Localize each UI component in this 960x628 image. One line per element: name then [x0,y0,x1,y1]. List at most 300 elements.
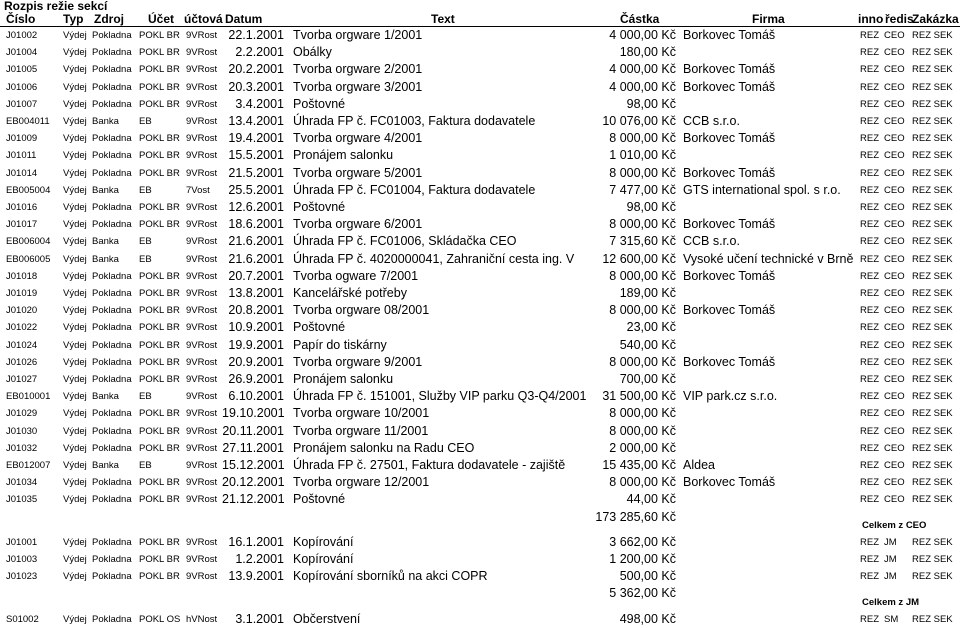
cell-datum: 25.5.2001 [228,182,284,197]
table-row [0,405,960,422]
cell-uctova: 9VRost [186,64,218,76]
cell-zdroj: Pokladna [92,571,132,583]
cell-uctova: 9VRost [186,554,218,565]
cell-redis: CEO [884,81,905,93]
cell-zakazka: REZ SEK [912,64,953,76]
cell-uctova: 9VRost [186,442,218,454]
cell-uctova: 9VRost [186,219,218,231]
cell-datum: 13.4.2001 [228,114,284,128]
cell-inno: REZ [860,554,879,565]
cell-typ: Výdej [63,184,87,196]
cell-zakazka: REZ SEK [912,442,953,454]
table-row [0,568,960,585]
cell-redis: CEO [884,477,905,489]
cell-ucet: POKL BR [139,64,180,76]
cell-cislo: J01022 [6,322,38,334]
total-amount: 5 362,00 Kč [609,586,676,601]
cell-cislo: J01023 [6,571,38,583]
table-row [0,457,960,474]
header-redis: ředis [885,12,914,26]
table-row [0,233,960,250]
cell-castka: 23,00 Kč [626,320,676,335]
cell-castka: 8 000,00 Kč [609,268,676,283]
cell-redis: CEO [884,494,905,506]
cell-cislo: EB004011 [6,116,50,127]
cell-zdroj: Pokladna [92,219,132,231]
cell-text: Kopírování sborníků na akci COPR [293,569,488,584]
cell-ucet: EB [139,236,152,248]
cell-inno: REZ [860,356,879,368]
cell-zdroj: Pokladna [92,81,132,93]
cell-zdroj: Pokladna [92,167,132,179]
cell-zakazka: REZ SEK [912,202,953,213]
cell-typ: Výdej [63,150,87,162]
cell-uctova: 9VRost [186,425,218,437]
cell-zdroj: Pokladna [92,202,132,213]
cell-inno: REZ [860,442,879,454]
cell-cislo: J01009 [6,133,38,145]
cell-text: Kopírování [293,534,354,549]
cell-zdroj: Pokladna [92,64,132,76]
cell-datum: 10.9.2001 [228,320,284,335]
table-row [0,182,960,199]
cell-firma: Borkovec Tomáš [683,165,776,180]
cell-castka: 4 000,00 Kč [609,79,676,94]
cell-firma: GTS international spol. s r.o. [683,182,841,197]
cell-text: Tvorba orgware 2/2001 [293,62,423,77]
cell-inno: REZ [860,202,879,213]
header-zdroj: Zdroj [94,12,124,26]
cell-cislo: J01003 [6,554,38,565]
cell-text: Úhrada FP č. 27501, Faktura dodavatele - zajiště [293,458,566,472]
table-row [0,199,960,216]
cell-redis: CEO [884,116,905,127]
cell-zakazka: REZ SEK [912,391,953,403]
cell-ucet: POKL BR [139,408,180,420]
cell-zakazka: REZ SEK [912,356,953,368]
cell-uctova: 9VRost [186,81,218,93]
cell-zakazka: REZ SEK [912,536,953,548]
cell-typ: Výdej [63,167,87,179]
cell-inno: REZ [860,167,879,179]
cell-zakazka: REZ SEK [912,167,953,179]
cell-zakazka: REZ SEK [912,339,953,351]
cell-zdroj: Pokladna [92,613,132,625]
cell-ucet: POKL BR [139,202,180,213]
cell-zakazka: REZ SEK [912,81,953,93]
cell-typ: Výdej [63,98,87,110]
cell-cislo: S01002 [6,613,39,625]
cell-castka: 98,00 Kč [626,96,676,111]
cell-castka: 8 000,00 Kč [609,217,676,232]
cell-zdroj: Pokladna [92,356,132,368]
header-typ: Typ [63,12,84,26]
cell-datum: 27.11.2001 [222,440,284,455]
cell-redis: CEO [884,460,905,471]
cell-text: Tvorba orgware 5/2001 [293,165,423,180]
cell-datum: 15.5.2001 [228,148,284,163]
cell-zakazka: REZ SEK [912,408,953,420]
cell-cislo: J01035 [6,494,38,506]
cell-uctova: 9VRost [186,253,218,265]
cell-typ: Výdej [63,356,87,368]
cell-zakazka: REZ SEK [912,219,953,231]
cell-castka: 4 000,00 Kč [609,28,676,42]
cell-uctova: 9VRost [186,408,218,420]
cell-text: Tvorba orgware 4/2001 [293,131,423,146]
cell-zakazka: REZ SEK [912,613,953,625]
cell-zakazka: REZ SEK [912,133,953,145]
cell-inno: REZ [860,391,879,403]
cell-typ: Výdej [63,554,87,565]
cell-uctova: 9VRost [186,236,218,248]
cell-uctova: 9VRost [186,536,218,548]
cell-redis: CEO [884,270,905,282]
cell-text: Úhrada FP č. 151001, Služby VIP parku Q3-Q4/2001 [293,389,587,404]
cell-firma: Borkovec Tomáš [683,475,776,490]
cell-datum: 21.5.2001 [228,165,284,180]
cell-redis: CEO [884,98,905,110]
cell-uctova: hVNost [186,613,218,625]
cell-cislo: J01029 [6,408,38,420]
header-cislo: Číslo [6,12,36,26]
cell-castka: 12 600,00 Kč [602,251,676,266]
cell-redis: JM [884,571,897,583]
cell-ucet: POKL BR [139,356,180,368]
cell-inno: REZ [860,536,879,548]
table-row [0,371,960,388]
cell-zdroj: Pokladna [92,536,132,548]
cell-zdroj: Pokladna [92,98,132,110]
column-header-row [0,13,960,27]
cell-datum: 20.9.2001 [228,354,284,369]
cell-cislo: J01020 [6,305,38,317]
cell-uctova: 9VRost [186,322,218,334]
cell-text: Tvorba orgware 10/2001 [293,406,430,421]
header-text: Text [431,12,455,26]
table-row [0,130,960,147]
cell-typ: Výdej [63,288,87,299]
cell-cislo: J01007 [6,98,38,110]
cell-castka: 15 435,00 Kč [602,458,676,472]
cell-zdroj: Banka [92,253,119,265]
cell-typ: Výdej [63,460,87,471]
table-row [0,337,960,354]
total-label-row [0,517,960,534]
cell-redis: CEO [884,30,905,41]
cell-zdroj: Banka [92,236,119,248]
cell-redis: CEO [884,356,905,368]
cell-text: Úhrada FP č. FC01003, Faktura dodavatele [293,114,536,128]
cell-uctova: 9VRost [186,356,218,368]
cell-castka: 1 200,00 Kč [609,552,676,566]
cell-ucet: POKL BR [139,30,180,41]
cell-datum: 21.6.2001 [228,234,284,249]
cell-castka: 540,00 Kč [619,337,676,352]
table-row [0,285,960,302]
cell-cislo: J01027 [6,374,38,385]
cell-uctova: 9VRost [186,150,218,162]
cell-redis: CEO [884,47,905,59]
table-row [0,268,960,285]
cell-zakazka: REZ SEK [912,374,953,385]
cell-ucet: POKL BR [139,98,180,110]
cell-inno: REZ [860,64,879,76]
cell-uctova: 9VRost [186,288,218,299]
cell-redis: CEO [884,408,905,420]
cell-castka: 44,00 Kč [626,492,676,507]
cell-uctova: 9VRost [186,116,218,127]
cell-firma: Aldea [683,458,715,472]
cell-inno: REZ [860,98,879,110]
cell-cislo: EB006005 [6,253,51,265]
cell-ucet: POKL BR [139,150,180,162]
header-zakazka: Zakázka [912,12,959,26]
cell-datum: 3.4.2001 [235,96,284,111]
cell-uctova: 9VRost [186,460,218,471]
cell-redis: CEO [884,305,905,317]
cell-cislo: J01011 [6,150,37,162]
cell-redis: CEO [884,133,905,145]
cell-datum: 15.12.2001 [222,458,285,472]
cell-uctova: 9VRost [186,477,218,489]
cell-uctova: 9VRost [186,133,218,145]
cell-zakazka: REZ SEK [912,288,953,299]
cell-castka: 31 500,00 Kč [602,389,676,404]
cell-ucet: POKL BR [139,305,180,317]
cell-redis: CEO [884,425,905,437]
header-inno: inno [858,12,884,26]
cell-castka: 3 662,00 Kč [609,534,676,549]
cell-datum: 21.12.2001 [222,492,285,507]
cell-zdroj: Pokladna [92,554,132,565]
cell-firma: VIP park.cz s.r.o. [683,389,778,404]
cell-firma: Borkovec Tomáš [683,131,776,146]
cell-zakazka: REZ SEK [912,116,953,127]
cell-cislo: J01001 [6,536,38,548]
table-row [0,216,960,233]
cell-ucet: POKL BR [139,442,180,454]
cell-typ: Výdej [63,81,87,93]
cell-zakazka: REZ SEK [912,253,953,265]
cell-cislo: EB012007 [6,460,51,471]
cell-datum: 3.1.2001 [235,611,284,626]
cell-redis: CEO [884,339,905,351]
cell-firma: Borkovec Tomáš [683,79,776,94]
cell-inno: REZ [860,425,879,437]
cell-datum: 20.12.2001 [222,475,285,490]
cell-ucet: POKL BR [139,133,180,145]
cell-inno: REZ [860,613,879,625]
cell-zdroj: Pokladna [92,339,132,351]
cell-inno: REZ [860,288,879,299]
cell-cislo: J01030 [6,425,38,437]
cell-redis: CEO [884,322,905,334]
cell-datum: 20.3.2001 [228,79,284,94]
cell-zakazka: REZ SEK [912,571,953,583]
cell-castka: 7 315,60 Kč [609,234,676,249]
cell-uctova: 9VRost [186,98,218,110]
cell-datum: 20.8.2001 [228,303,284,318]
cell-inno: REZ [860,571,879,583]
cell-uctova: 9VRost [186,374,218,385]
cell-redis: CEO [884,442,905,454]
cell-cislo: J01005 [6,64,38,76]
cell-redis: CEO [884,202,905,213]
cell-redis: SM [884,613,899,625]
cell-ucet: POKL BR [139,167,180,179]
cell-typ: Výdej [63,253,87,265]
cell-typ: Výdej [63,536,87,548]
cell-redis: CEO [884,288,905,299]
cell-inno: REZ [860,30,879,41]
table-row [0,79,960,96]
cell-cislo: J01014 [6,167,38,179]
table-row [0,319,960,336]
cell-inno: REZ [860,219,879,231]
cell-firma: Borkovec Tomáš [683,268,776,283]
cell-ucet: POKL BR [139,339,180,351]
cell-inno: REZ [860,477,879,489]
cell-datum: 20.7.2001 [228,268,284,283]
cell-typ: Výdej [63,442,87,454]
cell-zakazka: REZ SEK [912,98,953,110]
cell-firma: Borkovec Tomáš [683,28,776,42]
cell-firma: CCB s.r.o. [683,114,740,128]
cell-firma: Borkovec Tomáš [683,217,776,232]
cell-datum: 6.10.2001 [228,389,284,404]
cell-inno: REZ [860,339,879,351]
cell-ucet: POKL BR [139,47,180,59]
cell-zakazka: REZ SEK [912,184,953,196]
cell-zakazka: REZ SEK [912,30,953,41]
cell-typ: Výdej [63,391,87,403]
cell-uctova: 9VRost [186,167,218,179]
cell-zdroj: Pokladna [92,494,132,506]
cell-text: Poštovné [293,96,346,111]
cell-inno: REZ [860,460,879,471]
cell-uctova: 9VRost [186,494,218,506]
cell-typ: Výdej [63,47,87,59]
cell-redis: CEO [884,374,905,385]
cell-typ: Výdej [63,202,87,213]
cell-castka: 180,00 Kč [619,45,676,60]
cell-zdroj: Pokladna [92,30,132,41]
cell-redis: CEO [884,167,905,179]
cell-typ: Výdej [63,613,87,625]
cell-redis: CEO [884,184,905,196]
cell-redis: CEO [884,391,905,403]
cell-zdroj: Pokladna [92,442,132,454]
table-row [0,534,960,551]
cell-firma: Borkovec Tomáš [683,354,776,369]
cell-zdroj: Banka [92,391,119,403]
cell-redis: CEO [884,236,905,248]
cell-text: Obálky [293,45,332,60]
cell-typ: Výdej [63,236,87,248]
table-row [0,251,960,268]
cell-zdroj: Pokladna [92,425,132,437]
cell-ucet: EB [139,253,152,265]
cell-typ: Výdej [63,219,87,231]
cell-zakazka: REZ SEK [912,322,953,334]
cell-typ: Výdej [63,339,87,351]
cell-cislo: EB005004 [6,184,51,196]
cell-zakazka: REZ SEK [912,236,953,248]
cell-ucet: POKL BR [139,288,180,299]
cell-ucet: POKL BR [139,554,180,565]
cell-zakazka: REZ SEK [912,150,953,162]
cell-datum: 19.10.2001 [222,406,285,421]
cell-cislo: J01006 [6,81,38,93]
cell-uctova: 7Vost [186,184,210,196]
cell-uctova: 9VRost [186,30,218,41]
cell-typ: Výdej [63,408,87,420]
cell-ucet: POKL OS [139,613,181,625]
cell-text: Kancelářské potřeby [293,286,407,300]
cell-ucet: POKL BR [139,322,180,334]
cell-inno: REZ [860,253,879,265]
cell-zdroj: Pokladna [92,374,132,385]
cell-datum: 12.6.2001 [228,200,284,214]
cell-redis: CEO [884,253,905,265]
cell-castka: 8 000,00 Kč [609,406,676,421]
cell-text: Kopírování [293,552,354,566]
table-row [0,474,960,491]
table-row [0,302,960,319]
cell-typ: Výdej [63,477,87,489]
table-row [0,354,960,371]
cell-zdroj: Pokladna [92,270,132,282]
cell-typ: Výdej [63,133,87,145]
table-row [0,491,960,508]
cell-zdroj: Banka [92,184,119,196]
cell-cislo: J01002 [6,30,38,41]
cell-castka: 1 010,00 Kč [609,148,676,163]
cell-inno: REZ [860,133,879,145]
cell-inno: REZ [860,184,879,196]
cell-text: Občerstvení [293,611,361,626]
cell-text: Pronájem salonku na Radu CEO [293,440,475,455]
cell-datum: 22.1.2001 [228,28,284,42]
cell-cislo: J01004 [6,47,38,59]
cell-ucet: EB [139,116,152,127]
cell-zdroj: Pokladna [92,150,132,162]
cell-zdroj: Banka [92,460,119,471]
cell-uctova: 9VRost [186,339,218,351]
cell-redis: JM [884,536,897,548]
cell-zakazka: REZ SEK [912,305,953,317]
cell-firma: CCB s.r.o. [683,234,740,249]
cell-zdroj: Pokladna [92,133,132,145]
cell-text: Poštovné [293,320,346,335]
table-row [0,27,960,44]
cell-castka: 10 076,00 Kč [602,114,676,128]
cell-text: Úhrada FP č. FC01006, Skládačka CEO [293,234,517,249]
table-row [0,147,960,164]
cell-zakazka: REZ SEK [912,554,953,565]
cell-castka: 189,00 Kč [619,286,676,300]
cell-text: Poštovné [293,200,346,214]
cell-redis: CEO [884,219,905,231]
cell-cislo: J01019 [6,288,38,299]
header-firma: Firma [752,12,785,26]
cell-cislo: J01016 [6,202,38,213]
cell-text: Úhrada FP č. FC01004, Faktura dodavatele [293,182,536,197]
cell-cislo: EB010001 [6,391,51,403]
cell-ucet: POKL BR [139,219,180,231]
cell-castka: 98,00 Kč [626,200,676,214]
